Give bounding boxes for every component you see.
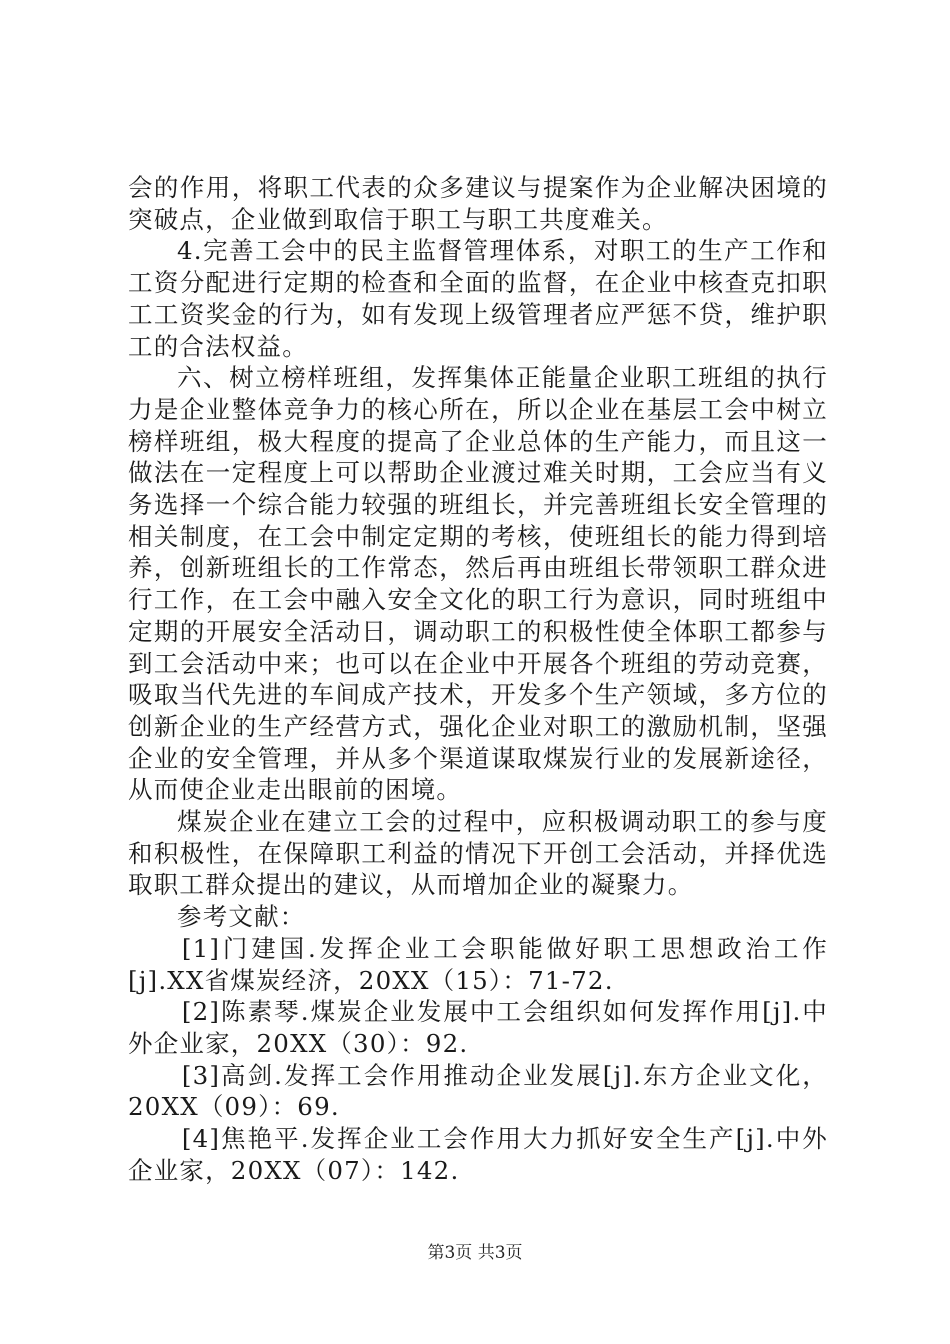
reference-item: [4]焦艳平.发挥企业工会作用大力抓好安全生产[j].中外企业家，20XX（07）：142. — [128, 1124, 828, 1185]
reference-item: [2]陈素琴.煤炭企业发展中工会组织如何发挥作用[j].中外企业家，20XX（30）：92. — [128, 997, 828, 1058]
references-heading: 参考文献： — [177, 902, 306, 932]
reference-item: [1]门建国.发挥企业工会职能做好职工思想政治工作[j].XX省煤炭经济，20XX（15）：71-72. — [128, 933, 828, 995]
page-number: 第3页 共3页 — [427, 1243, 523, 1263]
reference-item: [3]高剑.发挥工会作用推动企业发展[j].东方企业文化，20XX（09）：69. — [128, 1060, 828, 1122]
paragraph-continuation: 会的作用，将职工代表的众多建议与提案作为企业解决困境的突破点，企业做到取信于职工与职工共度难关。 — [128, 173, 828, 234]
paragraph-item-4: 4.完善工会中的民主监督管理体系，对职工的生产工作和工资分配进行定期的检查和全面的监督，在企业中核查克扣职工工资奖金的行为，如有发现上级管理者应严惩不贷，维护职工的合法权益。 — [128, 236, 828, 361]
paragraph-conclusion: 煤炭企业在建立工会的过程中，应积极调动职工的参与度和积极性，在保障职工利益的情况下开创工会活动，并择优选取职工群众提出的建议，从而增加企业的凝聚力。 — [128, 807, 828, 900]
paragraph-section-6: 六、树立榜样班组，发挥集体正能量企业职工班组的执行力是企业整体竞争力的核心所在，所以企业在基层工会中树立榜样班组，极大程度的提高了企业总体的生产能力，而且这一做法在一定程度上可以帮助企业渡过难关时期，工会应当有义务选择一个综合能力较强的班组长，并完善班组长安全管理的相关制度，在工会中制定定期的考核，使班组长的能力得到培养，创新班组长的工作常态，然后再由班组长带领职工群众进行工作，在工会中融入安全文化的职工行为意识，同时班组中定期的开展安全活动日，调动职工的积极性使全体职工都参与到工会活动中来；也可以在企业中开展各个班组的劳动竞赛，吸取当代先进的车间成产技术，开发多个生产领域，多方位的创新企业的生产经营方式，强化企业对职工的激励机制，坚强企业的安全管理，并从多个渠道谋取煤炭行业的发展新途径，从而使企业走出眼前的困境。 — [128, 363, 828, 805]
document-body — [128, 172, 828, 1187]
page-footer — [0, 1238, 950, 1263]
